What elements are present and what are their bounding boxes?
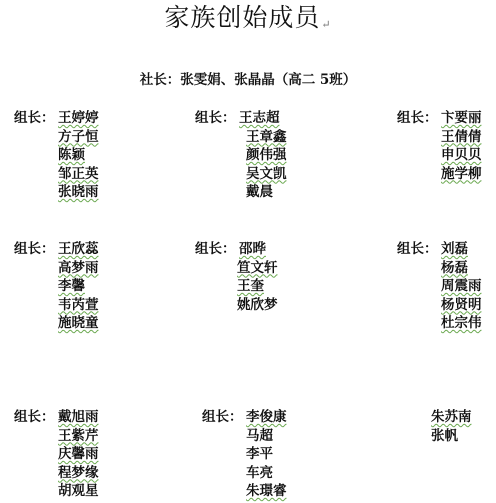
- group-member: 施晓童: [58, 315, 99, 331]
- group-4: [14, 240, 99, 333]
- leader-label: 组长：: [202, 409, 243, 425]
- group-leader: 刘磊: [441, 241, 468, 257]
- group-7: [14, 408, 99, 501]
- group-leader: 邵晔: [239, 241, 266, 257]
- group-leader: 王婷婷: [58, 110, 99, 126]
- group-member: 王奎: [237, 278, 264, 294]
- group-leader: 王志超: [239, 110, 280, 126]
- document-title: [0, 2, 496, 41]
- group-member: 申贝贝: [441, 147, 482, 163]
- group-member: 方子恒: [58, 128, 99, 145]
- group-member: 王紫芹: [58, 427, 99, 444]
- group-member: 王倩倩: [441, 128, 482, 145]
- group-member: 周震雨: [441, 278, 482, 294]
- leader-label: 组长：: [397, 241, 438, 257]
- group-member: 杨磊: [441, 259, 468, 276]
- group-member: 姚欣梦: [237, 296, 278, 313]
- group-member: 程梦缘: [58, 464, 99, 481]
- group-member: 陈颖: [58, 147, 85, 163]
- group-member: 颜伟强: [246, 147, 287, 163]
- group-1: [14, 109, 99, 202]
- title-text: 家族创始成员: [164, 3, 321, 32]
- leader-label: 组长：: [14, 241, 55, 257]
- group-member: 杨贤明: [441, 296, 482, 313]
- group-member: 邹正英: [58, 165, 99, 182]
- paragraph-mark-icon: ↵: [321, 18, 332, 31]
- group-member: 朱璟睿: [246, 483, 287, 499]
- group-member: 施学柳: [441, 165, 482, 182]
- group-member: 杜宗伟: [441, 315, 482, 331]
- leader-label: 组长：: [397, 110, 438, 126]
- group-member: 笪文轩: [237, 259, 278, 276]
- group-2: [195, 109, 287, 202]
- group-member: 车亮: [246, 464, 273, 481]
- group-9: [431, 408, 472, 445]
- group-member: 马超: [246, 427, 273, 444]
- group-member: 庆馨雨: [58, 446, 99, 462]
- leader-label: 组长：: [14, 110, 55, 126]
- group-leader: 戴旭雨: [58, 409, 99, 425]
- group-8: [202, 408, 287, 501]
- leader-label: 组长：: [195, 241, 236, 257]
- group-leader: 王欣蕊: [58, 241, 99, 257]
- group-member: 戴晨: [246, 184, 273, 200]
- group-5: [195, 240, 278, 314]
- group-member: 李平: [246, 446, 273, 462]
- group-leader: 卞要丽: [441, 110, 482, 126]
- group-member: 胡观星: [58, 483, 99, 499]
- group-member: 张帆: [431, 427, 458, 444]
- leader-label: 组长：: [195, 110, 236, 126]
- group-member: 韦芮萱: [58, 296, 99, 313]
- group-member: 高梦雨: [58, 259, 99, 276]
- group-3: [397, 109, 482, 183]
- group-leader: 李俊康: [246, 409, 287, 425]
- group-member: 朱苏南: [431, 409, 472, 425]
- club-leaders-line: 社长：张雯娟、张晶晶（高二 5班）: [139, 72, 357, 88]
- group-6: [397, 240, 482, 333]
- leader-label: 组长：: [14, 409, 55, 425]
- group-member: 李馨: [58, 278, 85, 294]
- group-member: 王章鑫: [246, 128, 287, 145]
- group-member: 张晓雨: [58, 184, 99, 200]
- group-member: 吴文凯: [246, 165, 287, 182]
